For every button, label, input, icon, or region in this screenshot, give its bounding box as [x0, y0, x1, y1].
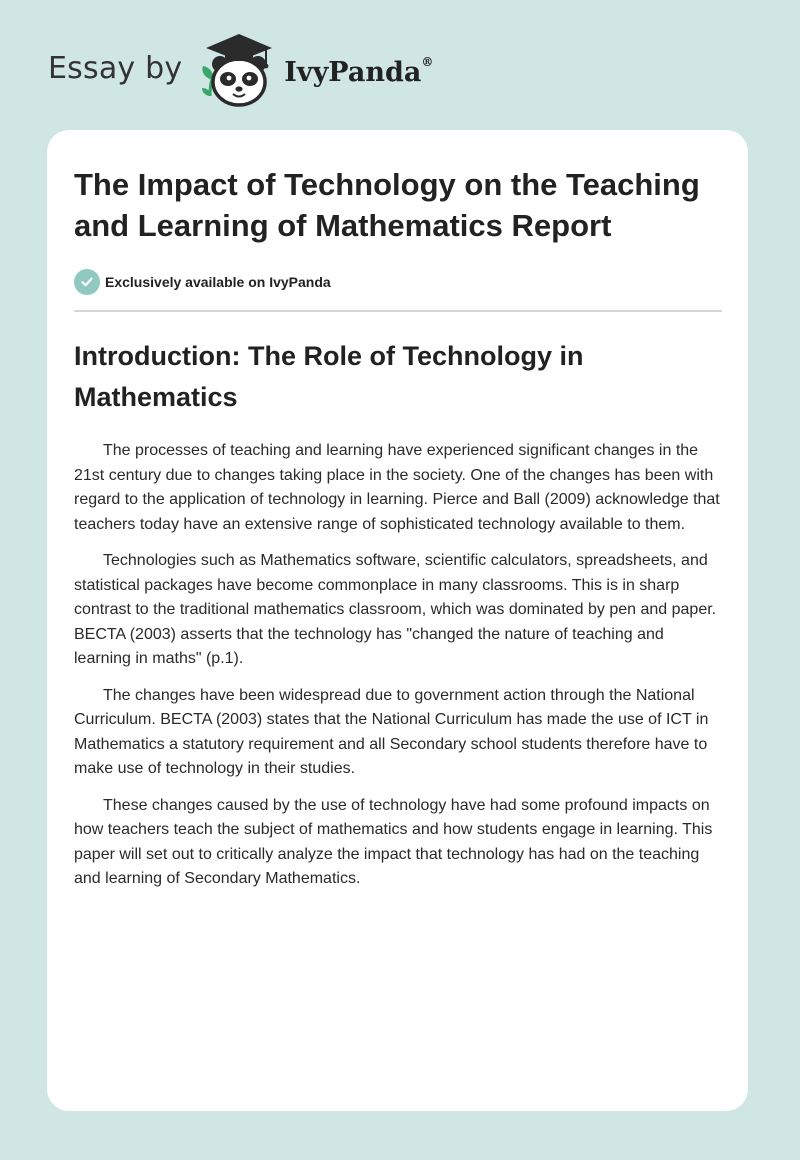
brand-name-text: IvyPanda: [284, 56, 422, 88]
paragraph-4: These changes caused by the use of technology have had some profound impacts on how teachers teach the subject of mathematics and how students engage in learning. This paper will set out to critically analyze the impact that technology has had on the teaching and learning of Secondary Mathematics.: [74, 796, 713, 887]
essay-body: [74, 439, 722, 892]
paragraph-2: Technologies such as Mathematics software, scientific calculators, spreadsheets, and statistical packages have become commonplace in many classrooms. This is in sharp contrast to the traditional mathematics classroom, which was dominated by pen and paper. BECTA (2003) asserts that the technology has "changed the nature of teaching and learning in maths" (p.1).: [74, 552, 717, 667]
paragraph-1: The processes of teaching and learning have experienced significant changes in the 21st century due to changes taking place in the society. One of the changes has been with regard to the application of technology in learning. Pierce and Ball (2009) acknowledge that teachers today have an extensive range of sophisticated technology available to them.: [74, 442, 720, 533]
check-circle-icon: [74, 269, 100, 295]
check-mark-glyph: [80, 275, 94, 289]
exclusive-badge: [74, 268, 722, 296]
panda-graduate-icon[interactable]: [196, 30, 282, 110]
site-header: [48, 30, 433, 110]
page-title: The Impact of Technology on the Teaching and Learning of Mathematics Report: [74, 167, 700, 243]
registered-mark: ®: [421, 54, 434, 69]
badge-label: Exclusively available on IvyPanda: [105, 274, 331, 290]
essay-card: [47, 130, 748, 1111]
brand-name[interactable]: [284, 54, 434, 88]
brand-prefix: Essay by: [48, 50, 183, 86]
section-heading: Introduction: The Role of Technology in Mathematics: [74, 341, 584, 412]
paragraph-3: The changes have been widespread due to government action through the National Curriculum. BECTA (2003) states that the National Curriculum has made the use of ICT in Mathematics a statutory requirement and all Secondary school students therefore have to make use of technology in their studies.: [74, 686, 709, 777]
divider: [74, 310, 722, 312]
